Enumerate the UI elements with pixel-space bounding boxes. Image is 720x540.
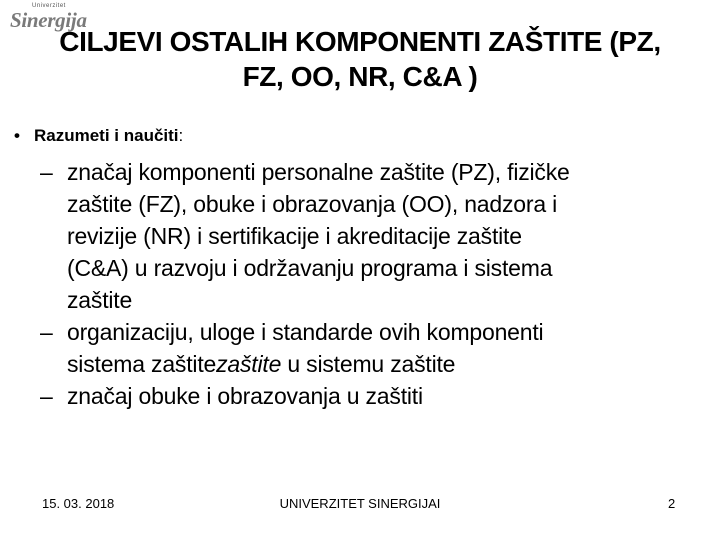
footer-date: 15. 03. 2018: [42, 496, 115, 511]
title-line-1: CILJEVI OSTALIH KOMPONENTI ZAŠTITE (PZ,: [59, 26, 661, 57]
title-line-2: FZ, OO, NR, C&A ): [242, 61, 478, 92]
bullet-colon: :: [178, 126, 184, 145]
sub-bullet-item: [40, 380, 710, 412]
footer-university: UNIVERZITET SINERGIJAI: [279, 496, 441, 511]
sub-bullet-italic-text: zaštite: [216, 351, 282, 377]
footer-page-number: 2: [668, 496, 676, 511]
sub-bullet-item: [40, 316, 710, 380]
sub-bullet-line-mixed: [67, 348, 710, 380]
sub-bullet-line: organizaciju, uloge i standarde ovih komponenti: [67, 319, 544, 345]
sub-bullet-line: (C&A) u razvoju i održavanju programa i sistema: [67, 255, 553, 281]
sub-bullet-line: značaj komponenti personalne zaštite (PZ), fizičke: [67, 159, 570, 185]
dash-marker: –: [40, 319, 53, 345]
logo-small-text: Univerzitet: [32, 3, 66, 9]
dash-marker: –: [40, 383, 53, 409]
sub-bullet-line: revizije (NR) i sertifikacije i akreditacije zaštite: [67, 223, 522, 249]
bullet-item: [14, 126, 183, 146]
sub-bullet-list: [40, 156, 710, 412]
sub-bullet-item: [40, 156, 710, 316]
sub-bullet-line: zaštite: [67, 287, 133, 313]
logo-big-text: Sinergija: [10, 8, 87, 32]
sub-bullet-line: zaštite (FZ), obuke i obrazovanja (OO), nadzora i: [67, 191, 558, 217]
sub-bullet-line: značaj obuke i obrazovanja u zaštiti: [67, 383, 423, 409]
bullet-marker: •: [14, 126, 20, 145]
bullet-text: Razumeti i naučiti: [34, 126, 179, 145]
sub-bullet-text: sistema zaštite: [67, 351, 217, 377]
slide-title: [0, 24, 720, 94]
sub-bullet-text: u sistemu zaštite: [281, 351, 456, 377]
dash-marker: –: [40, 159, 53, 185]
